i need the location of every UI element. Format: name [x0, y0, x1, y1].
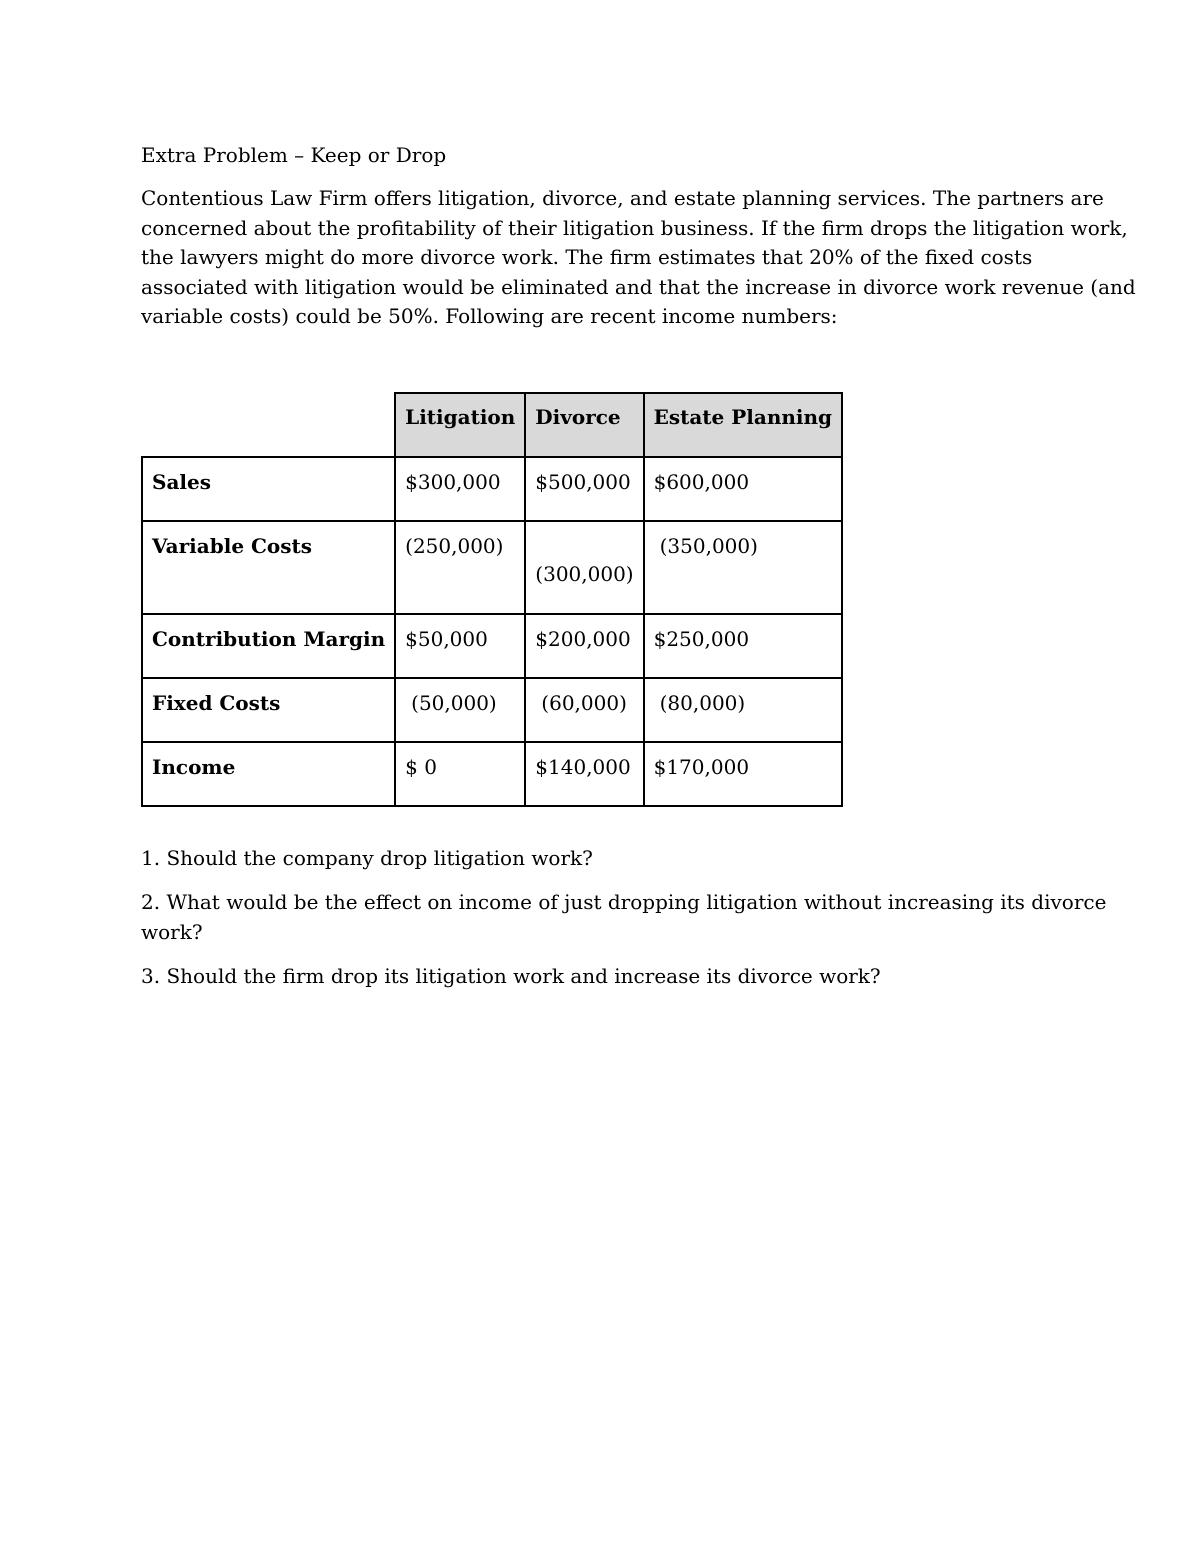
- document-title: Extra Problem – Keep or Drop: [141, 143, 447, 167]
- question-2-line: work?: [141, 920, 203, 944]
- cell-litigation: $300,000: [395, 457, 525, 521]
- table-row-variable-costs: [142, 521, 842, 614]
- intro-line: associated with litigation would be eliminated and that the increase in divorce work revenue (and: [141, 274, 1136, 299]
- cell-value: (300,000): [535, 562, 634, 586]
- document-body: [141, 140, 1136, 332]
- table-header-row: [142, 393, 842, 457]
- intro-line: concerned about the profitability of their litigation business. If the firm drops the litigation work,: [141, 215, 1128, 240]
- income-table: [141, 392, 843, 807]
- cell-estate-planning: $170,000: [644, 742, 842, 806]
- cell-value: (50,000): [411, 691, 497, 715]
- cell-divorce: $500,000: [525, 457, 643, 521]
- cell-value: (80,000): [659, 691, 746, 715]
- question-2-line: 2. What would be the effect on income of just dropping litigation without increasing its divorce: [141, 890, 1107, 914]
- cell-litigation: $50,000: [395, 614, 525, 678]
- header-litigation: Litigation: [395, 393, 525, 457]
- table-row-contribution-margin: [142, 614, 842, 678]
- row-label: Contribution Margin: [142, 614, 395, 678]
- cell-value: (350,000): [659, 534, 758, 558]
- header-blank-cell: [142, 393, 395, 457]
- table-row-income: [142, 742, 842, 806]
- cell-litigation: (250,000): [395, 521, 525, 614]
- row-label: Income: [142, 742, 395, 806]
- question-3: 3. Should the firm drop its litigation work and increase its divorce work?: [141, 964, 881, 988]
- row-label: Sales: [142, 457, 395, 521]
- cell-estate-planning: [644, 678, 842, 742]
- intro-line: Contentious Law Firm offers litigation, divorce, and estate planning services. The partners are: [141, 186, 1104, 210]
- cell-value: (60,000): [541, 691, 627, 715]
- questions-list: [141, 843, 1107, 1005]
- cell-litigation: [395, 678, 525, 742]
- cell-divorce: $200,000: [525, 614, 643, 678]
- question-1: 1. Should the company drop litigation work?: [141, 846, 593, 870]
- cell-divorce: [525, 678, 643, 742]
- intro-line: variable costs) could be 50%. Following are recent income numbers:: [141, 304, 838, 328]
- cell-divorce: $140,000: [525, 742, 643, 806]
- cell-estate-planning: [644, 521, 842, 614]
- cell-divorce: [525, 521, 643, 614]
- cell-estate-planning: $250,000: [644, 614, 842, 678]
- cell-estate-planning: $600,000: [644, 457, 842, 521]
- intro-line: the lawyers might do more divorce work. The firm estimates that 20% of the fixed costs: [141, 245, 1033, 269]
- cell-litigation: $ 0: [395, 742, 525, 806]
- row-label: Fixed Costs: [142, 678, 395, 742]
- intro-paragraph: [141, 184, 1136, 332]
- header-divorce: Divorce: [525, 393, 643, 457]
- table-row-sales: [142, 457, 842, 521]
- table-row-fixed-costs: [142, 678, 842, 742]
- header-estate-planning: Estate Planning: [644, 393, 842, 457]
- row-label: Variable Costs: [142, 521, 395, 614]
- question-2: [141, 887, 1107, 947]
